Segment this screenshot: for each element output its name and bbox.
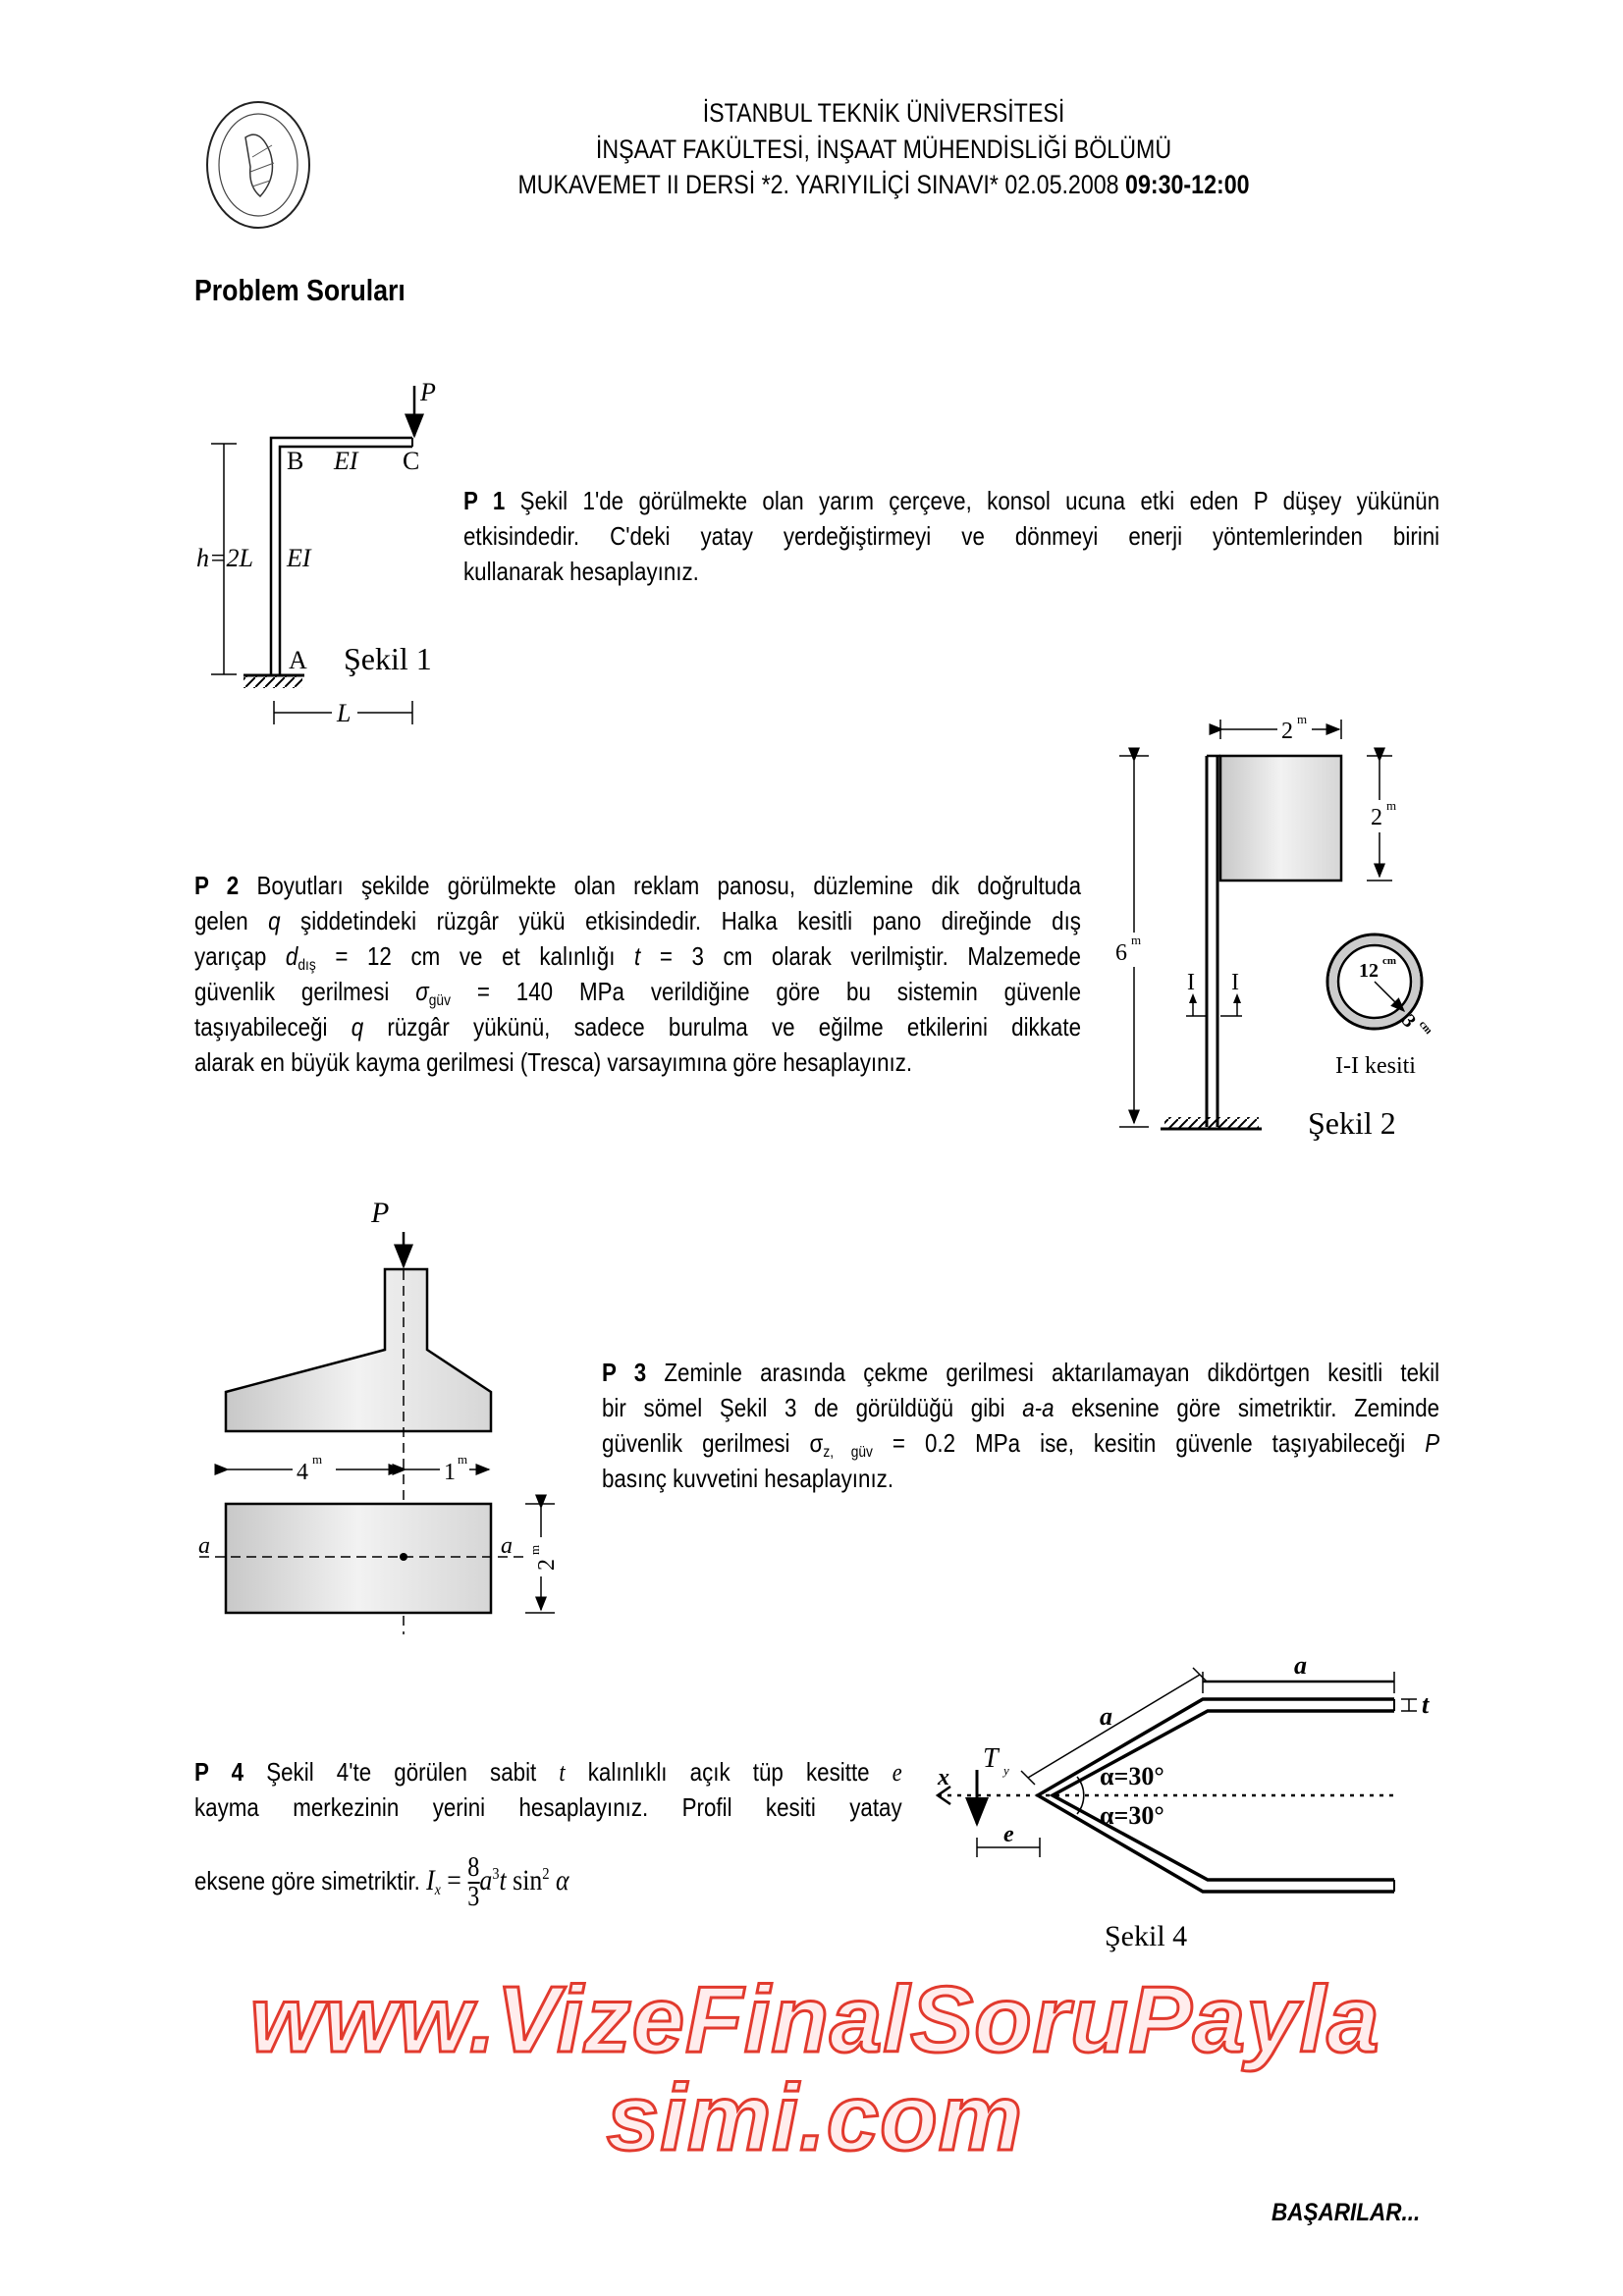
figure-mark xyxy=(1375,982,1404,1011)
label-P: P xyxy=(420,378,436,406)
unit-label: m xyxy=(1131,933,1142,947)
symbol: α xyxy=(556,1863,569,1896)
section-caption: I-I kesiti xyxy=(1335,1053,1416,1079)
symbol: a-a xyxy=(1022,1393,1055,1422)
figure-mark xyxy=(1164,1117,1259,1128)
dim-a: a xyxy=(1294,1651,1307,1680)
figure-3-footing xyxy=(198,1197,560,1634)
dim-2m: 2 xyxy=(534,1559,560,1571)
text: eksene göre simetriktir. xyxy=(194,1865,427,1896)
figure-1-frame xyxy=(196,378,436,727)
text: yarıçap xyxy=(194,941,286,971)
text: güvenlik gerilmesi xyxy=(602,1428,810,1458)
unit-label: m xyxy=(312,1452,323,1467)
text: Boyutları şekilde görülmekte olan reklam panosu, düzlemine dik doğrultuda xyxy=(239,871,1082,900)
angle-label: α=30° xyxy=(1100,1762,1164,1790)
figure-mark xyxy=(1401,1699,1417,1711)
unit-label: m xyxy=(1297,712,1308,726)
section-mark: I xyxy=(1187,970,1195,995)
function: sin xyxy=(513,1863,543,1896)
text: = 3 cm olarak verilmiştir. Malzemede xyxy=(640,941,1081,971)
symbol: e xyxy=(892,1758,902,1787)
text: = 140 MPa verildiğine göre bu sistemin güvenle xyxy=(450,977,1082,1006)
symbol: d xyxy=(285,941,298,971)
subscript: dış xyxy=(298,957,316,974)
unit-label: m xyxy=(458,1452,468,1467)
equals: = xyxy=(440,1863,468,1896)
university-name: İSTANBUL TEKNİK ÜNİVERSİTESİ xyxy=(702,98,1065,128)
subscript: x xyxy=(434,1881,441,1898)
exponent: 3 xyxy=(492,1863,500,1883)
text: taşıyabileceği xyxy=(194,1012,352,1041)
text: eksenine göre simetriktir. Zeminde xyxy=(1054,1393,1440,1422)
text: şiddetindeki rüzgâr yükü etkisindedir. Halka kesitli pano direğinde dış xyxy=(280,906,1081,935)
axis-label: a xyxy=(198,1533,210,1559)
figure-mark xyxy=(525,1504,555,1613)
watermark: www.VizeFinalSoruPaylasimi.com xyxy=(249,1967,1380,2170)
text: kalınlıklı açık tüp kesitte xyxy=(565,1757,893,1787)
symbol: I xyxy=(426,1863,435,1896)
section-title: Problem Soruları xyxy=(194,273,406,307)
problem-number: P 4 xyxy=(194,1757,244,1787)
label-P: P xyxy=(371,1197,390,1229)
label-A: A xyxy=(289,646,307,674)
problem-number: P 3 xyxy=(602,1358,647,1387)
problem-number: P 2 xyxy=(194,871,240,900)
text: etkisindedir. C'deki yatay yerdeğiştirmeyi ve dönmeyi enerji yöntemlerinden birini xyxy=(463,521,1440,551)
billboard-panel xyxy=(1220,756,1341,881)
exam-time: 09:30-12:00 xyxy=(1125,170,1250,199)
text: Zeminle arasında çekme gerilmesi aktarılamayan dikdörtgen kesitli tekil xyxy=(646,1358,1440,1387)
numerator: 8 xyxy=(467,1852,480,1883)
text: = 12 cm ve et kalınlığı xyxy=(315,941,635,971)
symbol: P xyxy=(1425,1428,1440,1458)
unit-label: cm xyxy=(1382,955,1397,967)
footing-elevation xyxy=(226,1269,491,1431)
text: Şekil 1'de görülmekte olan yarım çerçeve, konsol ucuna etki eden P düşey yükünün xyxy=(505,486,1440,515)
symbol: t xyxy=(634,941,641,971)
axis-x: x xyxy=(938,1765,949,1790)
figure-4-open-tube xyxy=(937,1651,1430,1952)
dim-height: 2 xyxy=(1371,805,1382,830)
figure-mark xyxy=(400,1553,407,1561)
symbol: q xyxy=(268,906,281,935)
denominator: 3 xyxy=(467,1882,480,1912)
figure-4-caption: Şekil 4 xyxy=(1105,1920,1188,1952)
text: rüzgâr yükünü, sadece burulma ve eğilme etkilerini dikkate xyxy=(363,1012,1082,1041)
unit-label: m xyxy=(1386,798,1397,813)
problem-number: P 1 xyxy=(463,486,506,515)
symbol: t xyxy=(499,1863,507,1896)
ring-radius: 12 xyxy=(1359,960,1379,982)
shear-force-label: T xyxy=(983,1743,999,1774)
symbol: σ xyxy=(415,977,429,1006)
axis-label: a xyxy=(501,1533,513,1559)
label-C: C xyxy=(403,447,420,475)
figure-mark xyxy=(527,1545,560,1571)
footing-plan xyxy=(226,1504,491,1613)
text: basınç kuvvetini hesaplayınız. xyxy=(602,1464,894,1493)
shear-center-e: e xyxy=(1003,1822,1014,1847)
label-EI: EI xyxy=(287,544,311,572)
dim-1m: 1 xyxy=(444,1460,456,1485)
subscript: güv xyxy=(428,992,451,1009)
exponent: 2 xyxy=(542,1863,550,1883)
dim-width: 2 xyxy=(1281,719,1293,744)
symbol: t xyxy=(559,1758,566,1787)
fixed-support-hatch xyxy=(243,676,302,688)
footer-message: BAŞARILAR... xyxy=(1271,2199,1421,2226)
ring-thickness: 3 xyxy=(1397,1010,1421,1033)
text: alarak en büyük kayma gerilmesi (Tresca) varsayımına göre hesaplayınız. xyxy=(194,1047,913,1077)
symbol: q xyxy=(351,1012,364,1041)
label-EI: EI xyxy=(334,447,358,475)
dim-a: a xyxy=(1100,1702,1112,1731)
text: = 0.2 MPa ise, kesitin güvenle taşıyabileceği xyxy=(872,1428,1426,1458)
text: Şekil 4'te görülen sabit xyxy=(243,1757,560,1787)
text: bir sömel Şekil 3 de görüldüğü gibi xyxy=(602,1393,1023,1422)
dim-t: t xyxy=(1422,1690,1430,1719)
symbol: σ xyxy=(809,1428,824,1458)
angle-label: α=30° xyxy=(1100,1801,1164,1830)
text: gelen xyxy=(194,906,269,935)
text: kayma merkezinin yerini hesaplayınız. Profil kesiti yatay xyxy=(194,1792,902,1822)
unit-label: cm xyxy=(1416,1018,1435,1038)
subscript: z, güv xyxy=(823,1444,873,1461)
subscript: y xyxy=(1003,1763,1009,1778)
label-B: B xyxy=(287,447,304,475)
figure-2-caption: Şekil 2 xyxy=(1308,1105,1396,1141)
text: güvenlik gerilmesi xyxy=(194,977,416,1006)
label-height: h=2L xyxy=(196,544,254,572)
dim-4m: 4 xyxy=(297,1460,308,1485)
symbol: a xyxy=(479,1863,493,1896)
figure-2-billboard xyxy=(1115,712,1434,1141)
figure-1-caption: Şekil 1 xyxy=(344,641,432,676)
text: kullanarak hesaplayınız. xyxy=(463,557,699,586)
unit-label: m xyxy=(527,1544,542,1555)
faculty-name: İNŞAAT FAKÜLTESİ, İNŞAAT MÜHENDİSLİĞİ BÖLÜMÜ xyxy=(595,134,1172,164)
dim-total-height: 6 xyxy=(1115,940,1127,966)
exam-title: MUKAVEMET II DERSİ *2. YARIYILİÇİ SINAVI* 02.05.2008 xyxy=(517,170,1126,199)
section-mark: I xyxy=(1231,970,1239,995)
label-length: L xyxy=(337,699,352,727)
